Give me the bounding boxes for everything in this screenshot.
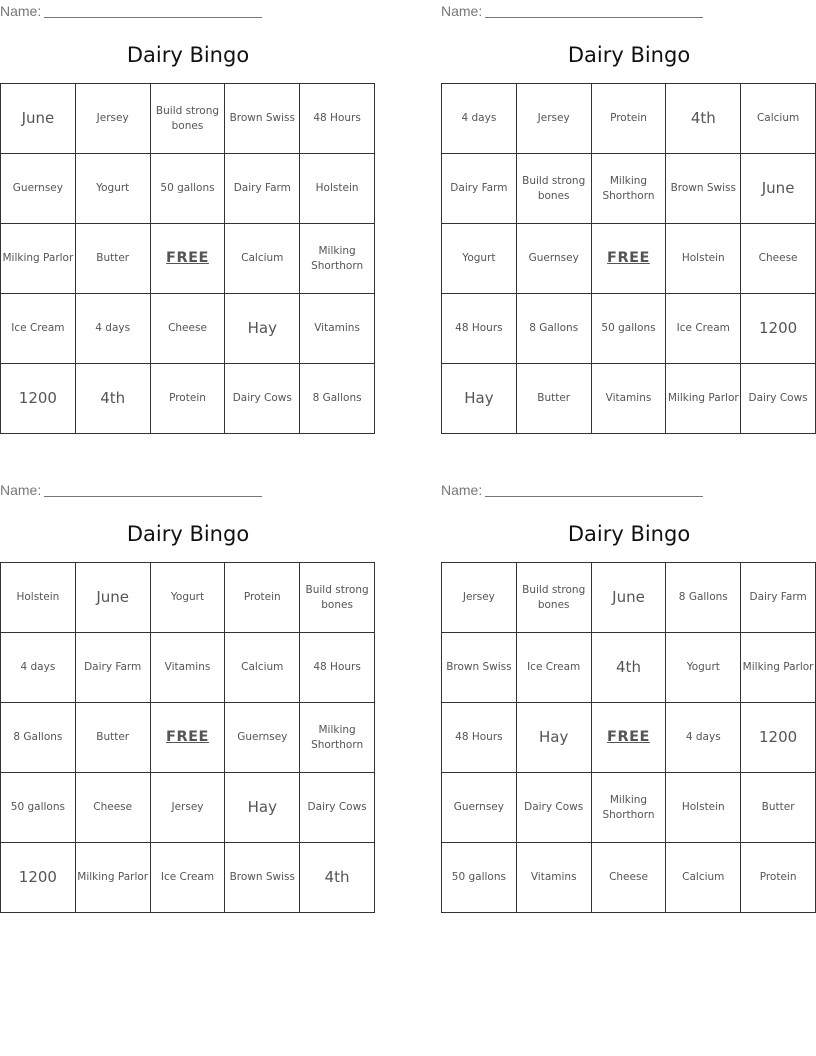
bingo-cell: Jersey <box>151 773 226 843</box>
card-title: Dairy Bingo <box>126 43 250 67</box>
bingo-cell: Dairy Cows <box>300 773 375 843</box>
card-title: Dairy Bingo <box>567 522 691 546</box>
bingo-cell: Guernsey <box>517 224 592 294</box>
bingo-cell: Jersey <box>517 84 592 154</box>
bingo-cell: 50 gallons <box>1 773 76 843</box>
bingo-cell: Brown Swiss <box>442 633 517 703</box>
free-cell: FREE <box>592 703 667 773</box>
bingo-cell: Milking Shorthorn <box>300 703 375 773</box>
bingo-cell: 50 gallons <box>592 294 667 364</box>
bingo-cell: Protein <box>151 364 226 434</box>
card-title: Dairy Bingo <box>567 43 691 67</box>
bingo-cell: Milking Parlor <box>666 364 741 434</box>
bingo-cell: Hay <box>225 773 300 843</box>
bingo-cell: 50 gallons <box>442 843 517 913</box>
bingo-cell: Build strong bones <box>151 84 226 154</box>
bingo-cell: 50 gallons <box>151 154 226 224</box>
bingo-cell: Dairy Cows <box>225 364 300 434</box>
bingo-cell: Holstein <box>666 773 741 843</box>
bingo-cell: Calcium <box>741 84 816 154</box>
bingo-cell: Calcium <box>666 843 741 913</box>
bingo-cell: Vitamins <box>517 843 592 913</box>
bingo-grid <box>441 83 816 434</box>
bingo-cell: Cheese <box>592 843 667 913</box>
bingo-cell: Ice Cream <box>666 294 741 364</box>
bingo-cell: 8 Gallons <box>666 563 741 633</box>
bingo-cell: Calcium <box>225 224 300 294</box>
bingo-cell: Build strong bones <box>517 154 592 224</box>
bingo-cell: Cheese <box>151 294 226 364</box>
bingo-cell: 48 Hours <box>442 294 517 364</box>
name-field <box>0 482 262 498</box>
bingo-cell: Dairy Cows <box>517 773 592 843</box>
bingo-cell: Ice Cream <box>517 633 592 703</box>
bingo-grid <box>441 562 816 913</box>
name-blank-line <box>44 3 262 18</box>
free-cell: FREE <box>151 224 226 294</box>
bingo-cell: Milking Parlor <box>741 633 816 703</box>
bingo-cell: Dairy Cows <box>741 364 816 434</box>
bingo-cell: June <box>592 563 667 633</box>
bingo-cell: 48 Hours <box>442 703 517 773</box>
name-label: Name: <box>441 482 483 498</box>
bingo-cell: Yogurt <box>151 563 226 633</box>
free-cell: FREE <box>151 703 226 773</box>
bingo-cell: Milking Parlor <box>1 224 76 294</box>
bingo-cell: Ice Cream <box>151 843 226 913</box>
bingo-cell: Dairy Farm <box>225 154 300 224</box>
bingo-cell: Butter <box>76 703 151 773</box>
bingo-cell: 4th <box>666 84 741 154</box>
bingo-cell: Milking Parlor <box>76 843 151 913</box>
bingo-cell: Protein <box>741 843 816 913</box>
bingo-cell: Milking Shorthorn <box>592 773 667 843</box>
name-label: Name: <box>0 3 42 19</box>
name-field <box>0 3 262 19</box>
bingo-cell: 1200 <box>741 294 816 364</box>
bingo-cell: Jersey <box>76 84 151 154</box>
bingo-cell: Brown Swiss <box>225 84 300 154</box>
bingo-cell: Guernsey <box>1 154 76 224</box>
bingo-cell: Holstein <box>1 563 76 633</box>
bingo-cell: Brown Swiss <box>666 154 741 224</box>
bingo-cell: 1200 <box>1 364 76 434</box>
bingo-cell: Ice Cream <box>1 294 76 364</box>
bingo-cell: 4 days <box>76 294 151 364</box>
name-blank-line <box>44 482 262 497</box>
bingo-cell: 4th <box>300 843 375 913</box>
bingo-cell: Cheese <box>76 773 151 843</box>
name-label: Name: <box>441 3 483 19</box>
bingo-cell: 4th <box>592 633 667 703</box>
bingo-cell: Milking Shorthorn <box>300 224 375 294</box>
bingo-cell: Dairy Farm <box>442 154 517 224</box>
bingo-cell: Build strong bones <box>517 563 592 633</box>
bingo-cell: 4 days <box>442 84 517 154</box>
bingo-cell: Cheese <box>741 224 816 294</box>
bingo-cell: 1200 <box>1 843 76 913</box>
bingo-cell: Yogurt <box>666 633 741 703</box>
bingo-grid <box>0 562 375 913</box>
name-field <box>441 3 703 19</box>
bingo-cell: Protein <box>225 563 300 633</box>
bingo-cell: Holstein <box>300 154 375 224</box>
name-label: Name: <box>0 482 42 498</box>
bingo-cell: Jersey <box>442 563 517 633</box>
bingo-cell: Calcium <box>225 633 300 703</box>
bingo-cell: 48 Hours <box>300 633 375 703</box>
bingo-cell: Yogurt <box>442 224 517 294</box>
bingo-cell: 8 Gallons <box>300 364 375 434</box>
bingo-cell: Hay <box>442 364 517 434</box>
name-field <box>441 482 703 498</box>
bingo-cell: Hay <box>517 703 592 773</box>
bingo-cell: Guernsey <box>442 773 517 843</box>
bingo-cell: Guernsey <box>225 703 300 773</box>
bingo-cell: Yogurt <box>76 154 151 224</box>
bingo-cell: Build strong bones <box>300 563 375 633</box>
free-cell: FREE <box>592 224 667 294</box>
bingo-cell: Dairy Farm <box>76 633 151 703</box>
name-blank-line <box>485 3 703 18</box>
bingo-cell: Vitamins <box>151 633 226 703</box>
bingo-cell: Dairy Farm <box>741 563 816 633</box>
card-title: Dairy Bingo <box>126 522 250 546</box>
bingo-cell: Brown Swiss <box>225 843 300 913</box>
bingo-cell: 48 Hours <box>300 84 375 154</box>
bingo-cell: Vitamins <box>592 364 667 434</box>
bingo-cell: Butter <box>517 364 592 434</box>
bingo-cell: Protein <box>592 84 667 154</box>
bingo-cell: 4 days <box>666 703 741 773</box>
bingo-cell: Milking Shorthorn <box>592 154 667 224</box>
bingo-cell: 8 Gallons <box>517 294 592 364</box>
bingo-cell: Holstein <box>666 224 741 294</box>
bingo-cell: Butter <box>76 224 151 294</box>
bingo-cell: 4 days <box>1 633 76 703</box>
bingo-cell: Vitamins <box>300 294 375 364</box>
bingo-cell: 4th <box>76 364 151 434</box>
bingo-cell: June <box>741 154 816 224</box>
bingo-grid <box>0 83 375 434</box>
bingo-cell: 8 Gallons <box>1 703 76 773</box>
bingo-cell: Hay <box>225 294 300 364</box>
name-blank-line <box>485 482 703 497</box>
bingo-cell: Butter <box>741 773 816 843</box>
bingo-cell: 1200 <box>741 703 816 773</box>
bingo-cell: June <box>76 563 151 633</box>
bingo-cell: June <box>1 84 76 154</box>
